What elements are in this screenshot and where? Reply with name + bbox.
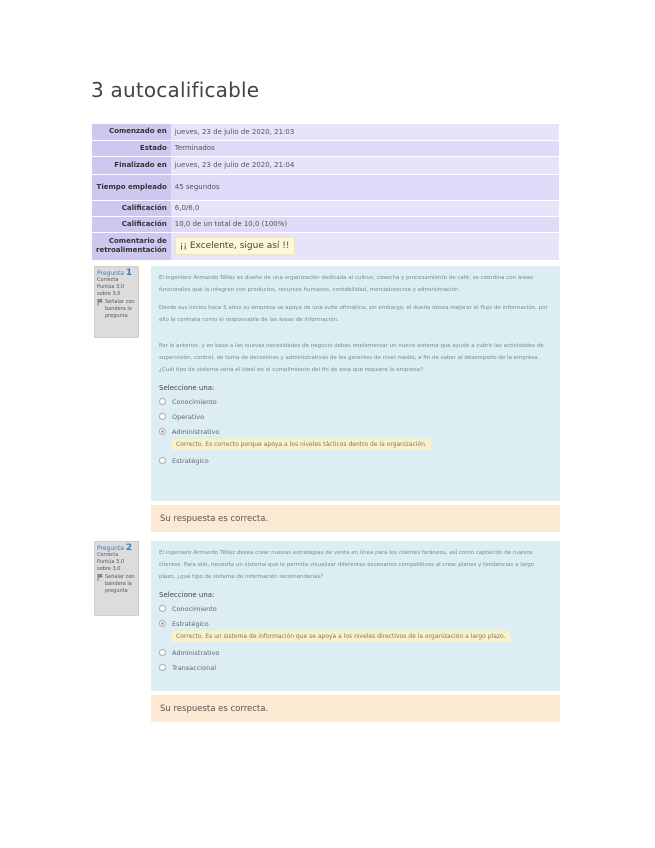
question-paragraph: Desde sus inicios hace 5 años su empresa se apoya de una suite ofimática; sin embargo, el dueño desea mejorar el flujo de información, por ello le contrata como el responsable de las áreas de información. <box>159 305 548 323</box>
overall-feedback: ¡¡ Excelente, sigue así !! <box>175 237 295 255</box>
attempt-summary-table <box>92 124 559 261</box>
option-label: Administrativo <box>172 648 220 657</box>
summary-label: Comenzado en <box>92 124 171 140</box>
flag-question-link[interactable] <box>97 574 136 595</box>
radio-button[interactable] <box>159 398 166 405</box>
question-status: Correcta <box>97 552 119 558</box>
summary-row <box>92 156 559 174</box>
flag-question-link[interactable] <box>97 299 136 320</box>
answer-option[interactable] <box>159 601 552 616</box>
specific-feedback: Correcto. Es un sistema de información que se apoya a los niveles directivos de la organización a largo plazo. <box>172 631 510 642</box>
radio-button-checked[interactable] <box>159 428 166 435</box>
page-title: 3 autocalificable <box>91 78 260 102</box>
question-marks: Puntúa 3,0 sobre 3,0 <box>97 559 124 572</box>
answer-option[interactable] <box>159 453 552 468</box>
option-label: Administrativo <box>172 427 220 436</box>
option-label: Operativo <box>172 412 205 421</box>
summary-label: Calificación <box>92 216 171 232</box>
question-number: Pregunta 2 <box>97 543 133 553</box>
question-info <box>94 541 139 616</box>
question-paragraph: El ingeniero Armando Téllez desea crear nuevas estrategias de venta en línea para los clientes foráneos, así como captación de nuevos clientes. Para ello, necesita un sistema que le permita visualizar diferentes escenarios competitivos al crear planes y tendencias a largo plazo, ¿qué tipo de sistema de información recomendarías? <box>159 550 535 580</box>
summary-row <box>92 174 559 200</box>
summary-value <box>171 232 559 260</box>
flag-label: Señalar con bandera la pregunta <box>105 574 135 594</box>
radio-button-checked[interactable] <box>159 620 166 627</box>
summary-row <box>92 200 559 216</box>
flag-label: Señalar con bandera la pregunta <box>105 299 135 319</box>
answer-option[interactable] <box>159 409 552 424</box>
summary-label: Comentario de retroalimentación <box>92 232 171 260</box>
option-label: Transaccional <box>172 663 216 672</box>
answer-option[interactable] <box>159 645 552 660</box>
option-label: Conocimiento <box>172 397 217 406</box>
summary-row <box>92 124 559 140</box>
radio-button[interactable] <box>159 457 166 464</box>
summary-value: 10,0 de un total de 10,0 (100%) <box>171 216 559 232</box>
radio-button[interactable] <box>159 664 166 671</box>
option-label: Conocimiento <box>172 604 217 613</box>
question-paragraph: Por lo anterior, y en base a las nuevas necesidades de negocio debes implementar un nuevo sistema que ayude a cubrir las actividades de supervisión, control, de toma de decisiones y administrativas de los gerentes de nivel medio, a fin de saber el desempeño de la empresa. ¿Cuál tipo de sistema sería el ideal en el cumplimiento del fin de esta que requiere la empresa? <box>159 343 544 373</box>
question-text-box <box>151 266 560 501</box>
question-marks: Puntúa 3,0 sobre 3,0 <box>97 284 124 297</box>
question-number: Pregunta 1 <box>97 268 133 278</box>
answer-result: Su respuesta es correcta. <box>151 505 560 532</box>
summary-row <box>92 216 559 232</box>
select-prompt: Seleccione una: <box>159 384 215 392</box>
radio-button[interactable] <box>159 649 166 656</box>
summary-label: Calificación <box>92 200 171 216</box>
specific-feedback: Correcto. Es correcto porque apoya a los niveles tácticos dentro de la organización. <box>172 439 431 450</box>
answer-option[interactable] <box>159 660 552 675</box>
radio-button[interactable] <box>159 413 166 420</box>
summary-value: jueves, 23 de julio de 2020, 21:04 <box>171 156 559 174</box>
flag-icon <box>97 574 103 595</box>
summary-value: 45 segundos <box>171 174 559 200</box>
summary-row <box>92 232 559 260</box>
answer-option-selected[interactable] <box>159 616 552 631</box>
answer-option[interactable] <box>159 394 552 409</box>
select-prompt: Seleccione una: <box>159 591 215 599</box>
option-label: Estratégico <box>172 456 209 465</box>
question-info <box>94 266 139 338</box>
summary-label: Finalizado en <box>92 156 171 174</box>
summary-value: jueves, 23 de julio de 2020, 21:03 <box>171 124 559 140</box>
summary-row <box>92 140 559 156</box>
radio-button[interactable] <box>159 605 166 612</box>
flag-icon <box>97 299 103 320</box>
option-label: Estratégico <box>172 619 209 628</box>
summary-value: Terminados <box>171 140 559 156</box>
summary-label: Estado <box>92 140 171 156</box>
question-paragraph: El ingeniero Armando Téllez es dueño de una organización dedicada al cultivo, cosecha y procesamiento de café; se coordina con áreas funcionales que la integran con productos, recursos humanos, contabilidad, mercadotecnia y administración. <box>159 275 533 293</box>
answer-result: Su respuesta es correcta. <box>151 695 560 722</box>
summary-label: Tiempo empleado <box>92 174 171 200</box>
question-status: Correcta <box>97 277 119 283</box>
answer-option-selected[interactable] <box>159 424 552 439</box>
summary-value: 6,0/6,0 <box>171 200 559 216</box>
question-text-box <box>151 541 560 691</box>
